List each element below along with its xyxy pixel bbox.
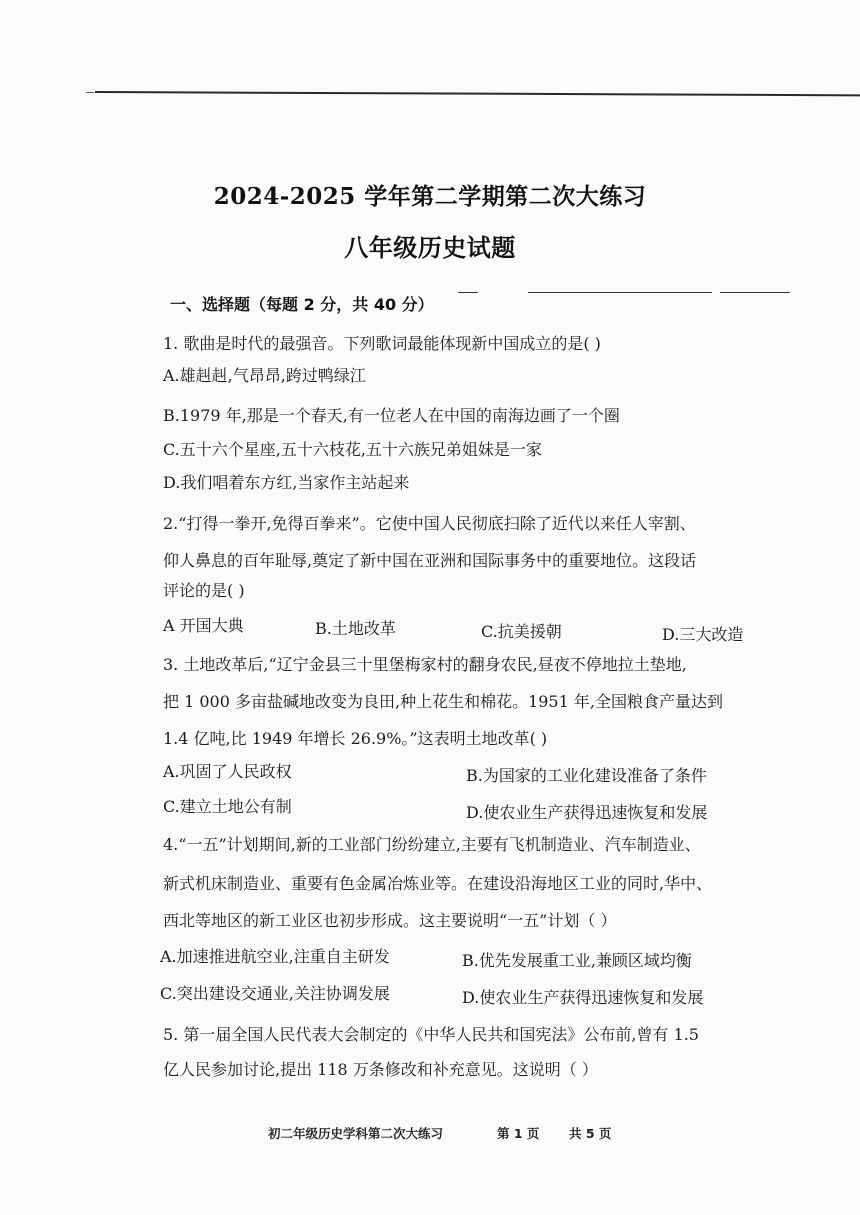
- exam-subtitle: 八年级历史试题: [344, 233, 516, 262]
- footer-page-current: 第 1 页: [497, 1126, 540, 1141]
- question-2-option-c: C.抗美援朝: [481, 622, 562, 641]
- top-rule: [95, 91, 860, 96]
- question-4-stem-line-2: 新式机床制造业、重要有色金属冶炼业等。在建设沿海地区工业的同时,华中、: [163, 874, 713, 893]
- question-3-option-d: D.使农业生产获得迅速恢复和发展: [466, 803, 708, 822]
- question-3-option-b: B.为国家的工业化建设准备了条件: [466, 766, 707, 785]
- question-2-stem-line-3: 评论的是( ): [163, 581, 245, 600]
- question-4-option-b: B.优先发展重工业,兼顾区域均衡: [462, 951, 692, 970]
- question-2-stem-line-2: 仰人鼻息的百年耻辱,奠定了新中国在亚洲和国际事务中的重要地位。这段话: [163, 551, 697, 570]
- section-heading: 一、选择题（每题 2 分，共 40 分）: [170, 295, 434, 314]
- question-1-stem: 1. 歌曲是时代的最强音。下列歌词最能体现新中国成立的是( ): [163, 334, 601, 353]
- scan-mark: [86, 92, 94, 93]
- question-1-option-a: A.雄赳赳,气昂昂,跨过鸭绿江: [163, 366, 366, 385]
- question-2-stem-line-1: 2.“打得一拳开,免得百拳来”。它使中国人民彻底扫除了近代以来任人宰割、: [163, 514, 696, 533]
- question-1-option-d: D.我们唱着东方红,当家作主站起来: [163, 473, 410, 492]
- question-4-stem-line-1: 4.“一五”计划期间,新的工业部门纷纷建立,主要有飞机制造业、汽车制造业、: [163, 835, 701, 854]
- question-5-stem-line-1: 5. 第一届全国人民代表大会制定的《中华人民共和国宪法》公布前,曾有 1.5: [163, 1025, 699, 1044]
- question-3-option-a: A.巩固了人民政权: [163, 762, 292, 781]
- question-3-option-c: C.建立土地公有制: [163, 797, 292, 816]
- question-4-option-c: C.突出建设交通业,关注协调发展: [160, 984, 390, 1003]
- question-4-stem-line-3: 西北等地区的新工业区也初步形成。这主要说明“一五”计划（ ）: [163, 911, 617, 930]
- question-2-option-d: D.三大改造: [662, 625, 744, 644]
- question-1-option-b: B.1979 年,那是一个春天,有一位老人在中国的南海边画了一个圈: [163, 406, 620, 425]
- question-3-stem-line-3: 1.4 亿吨,比 1949 年增长 26.9%。”这表明土地改革( ): [163, 729, 548, 748]
- question-4-option-a: A.加速推进航空业,注重自主研发: [160, 947, 390, 966]
- footer-page-total: 共 5 页: [569, 1126, 612, 1141]
- question-4-option-d: D.使农业生产获得迅速恢复和发展: [462, 988, 704, 1007]
- question-1-option-c: C.五十六个星座,五十六枝花,五十六族兄弟姐妹是一家: [163, 440, 542, 459]
- exam-title: 2024-2025 学年第二学期第二次大练习: [213, 183, 647, 210]
- footer-course: 初二年级历史学科第二次大练习: [268, 1126, 444, 1141]
- question-3-stem-line-1: 3. 土地改革后,“辽宁金县三十里堡梅家村的翻身农民,昼夜不停地拉土垫地,: [163, 655, 687, 674]
- question-2-option-a: A 开国大典: [163, 616, 244, 635]
- question-2-option-b: B.土地改革: [315, 619, 396, 638]
- question-3-stem-line-2: 把 1 000 多亩盐碱地改变为良田,种上花生和棉花。1951 年,全国粮食产量达到: [163, 692, 723, 711]
- question-5-stem-line-2: 亿人民参加讨论,提出 118 万条修改和补充意见。这说明（ ）: [163, 1060, 598, 1079]
- name-class-fill-lines: [458, 283, 790, 297]
